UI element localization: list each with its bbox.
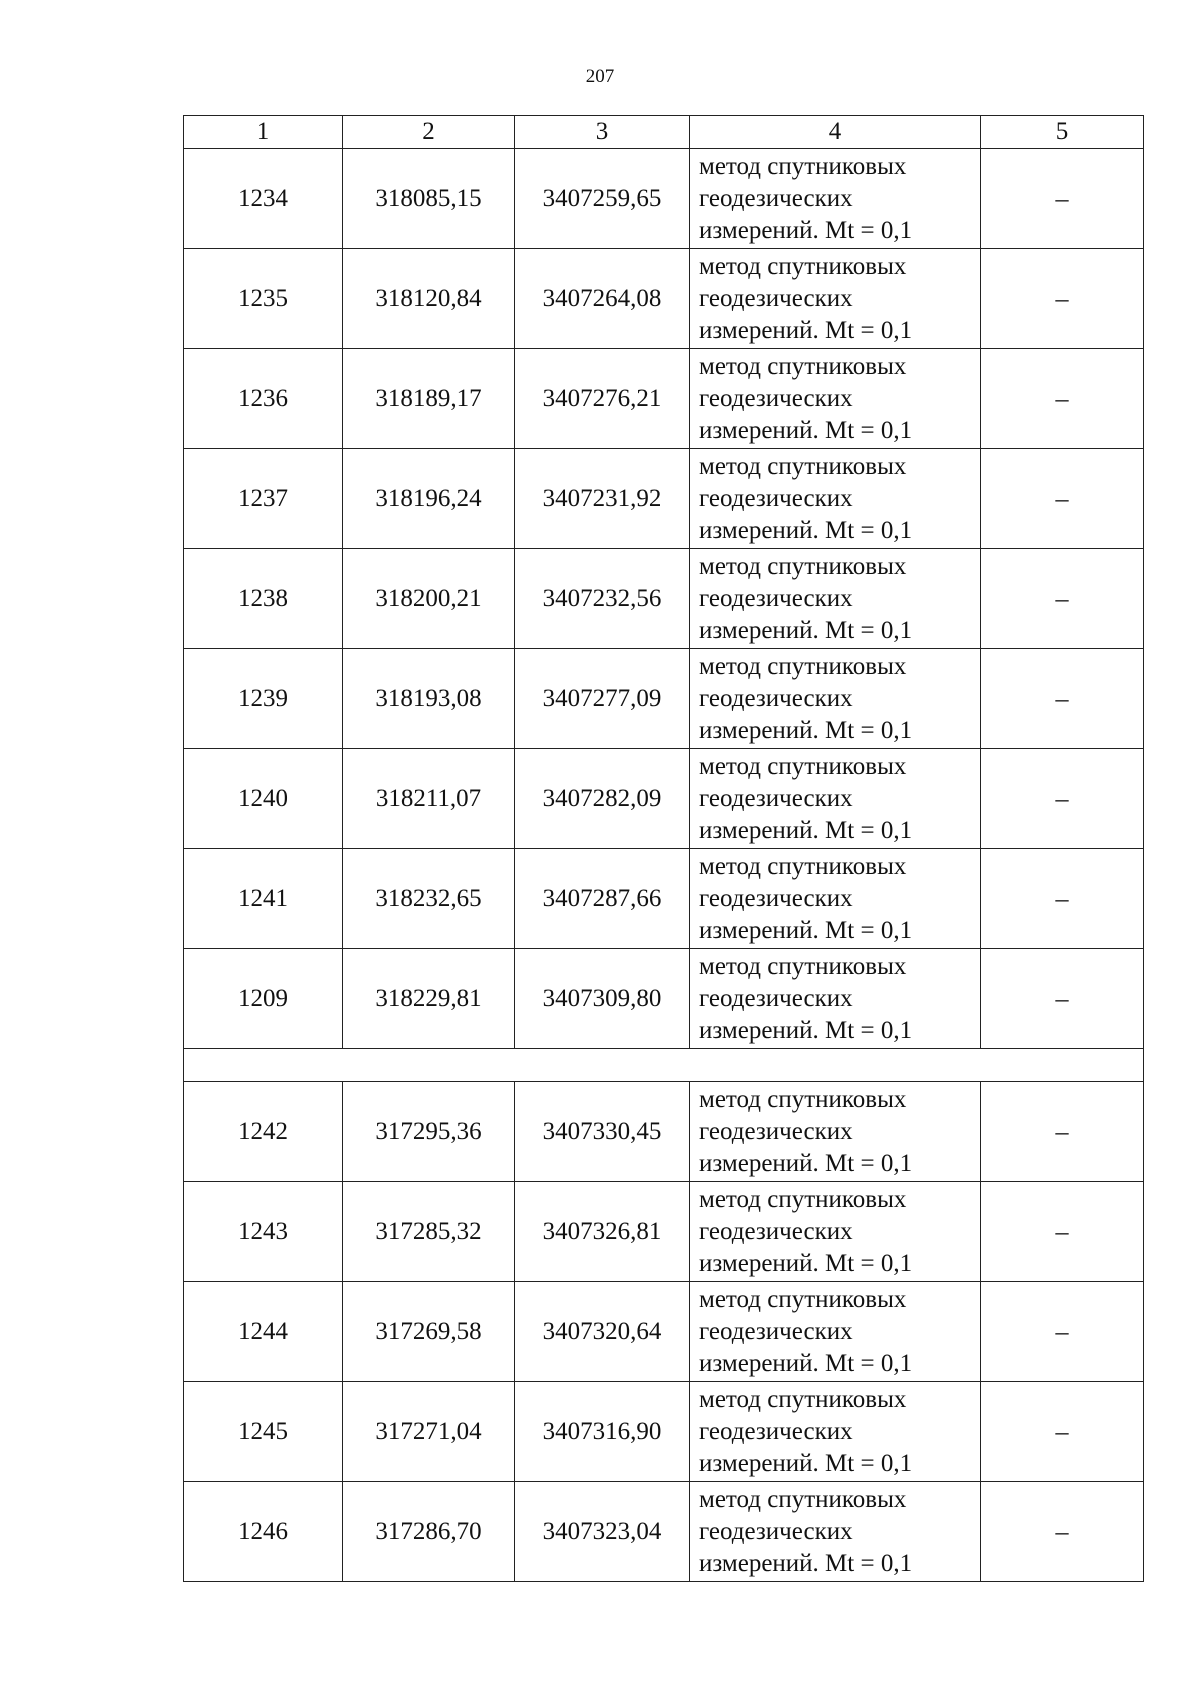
method-text-line: геодезических (699, 384, 853, 412)
x-coordinate-cell: 318085,15 (343, 149, 515, 249)
method-text-line: метод спутниковых (699, 852, 907, 880)
point-number-cell: 1246 (184, 1482, 343, 1582)
method-text-line: геодезических (699, 1317, 853, 1345)
method-cell (690, 549, 981, 649)
dash-cell: – (981, 1282, 1144, 1382)
method-text-line: метод спутниковых (699, 452, 907, 480)
table-row (184, 349, 1144, 449)
y-coordinate-cell: 3407330,45 (515, 1082, 690, 1182)
method-text-line: геодезических (699, 184, 853, 212)
y-coordinate-cell: 3407326,81 (515, 1182, 690, 1282)
method-cell (690, 849, 981, 949)
dash-cell: – (981, 249, 1144, 349)
dash-cell: – (981, 1482, 1144, 1582)
point-number-cell: 1245 (184, 1382, 343, 1482)
method-text-line: измерений. Mt = 0,1 (699, 1016, 913, 1044)
table-row (184, 1082, 1144, 1182)
dash-cell: – (981, 1182, 1144, 1282)
method-text-line: геодезических (699, 1417, 853, 1445)
x-coordinate-cell: 318200,21 (343, 549, 515, 649)
method-text-line: метод спутниковых (699, 352, 907, 380)
x-coordinate-cell: 317285,32 (343, 1182, 515, 1282)
method-cell (690, 249, 981, 349)
table-row (184, 149, 1144, 249)
method-cell (690, 1482, 981, 1582)
column-header: 1 (184, 116, 343, 149)
point-number-cell: 1240 (184, 749, 343, 849)
x-coordinate-cell: 318211,07 (343, 749, 515, 849)
point-number-cell: 1241 (184, 849, 343, 949)
table-row (184, 1482, 1144, 1582)
method-text-line: метод спутниковых (699, 652, 907, 680)
method-text-line: метод спутниковых (699, 1085, 907, 1113)
x-coordinate-cell: 317286,70 (343, 1482, 515, 1582)
y-coordinate-cell: 3407287,66 (515, 849, 690, 949)
method-text-line: измерений. Mt = 0,1 (699, 516, 913, 544)
method-text-line: метод спутниковых (699, 752, 907, 780)
separator-cell (184, 1049, 1144, 1082)
y-coordinate-cell: 3407282,09 (515, 749, 690, 849)
method-cell (690, 449, 981, 549)
point-number-cell: 1244 (184, 1282, 343, 1382)
dash-cell: – (981, 1382, 1144, 1482)
point-number-cell: 1235 (184, 249, 343, 349)
x-coordinate-cell: 318196,24 (343, 449, 515, 549)
method-text-line: метод спутниковых (699, 1185, 907, 1213)
method-text-line: метод спутниковых (699, 1385, 907, 1413)
method-text-line: измерений. Mt = 0,1 (699, 916, 913, 944)
method-text-line: измерений. Mt = 0,1 (699, 1449, 913, 1477)
method-text-line: геодезических (699, 1217, 853, 1245)
y-coordinate-cell: 3407264,08 (515, 249, 690, 349)
column-header: 5 (981, 116, 1144, 149)
method-text-line: измерений. Mt = 0,1 (699, 416, 913, 444)
x-coordinate-cell: 318232,65 (343, 849, 515, 949)
method-text-line: геодезических (699, 684, 853, 712)
table-row (184, 649, 1144, 749)
method-cell (690, 1082, 981, 1182)
coordinates-table (183, 115, 1144, 1582)
y-coordinate-cell: 3407259,65 (515, 149, 690, 249)
method-text-line: метод спутниковых (699, 1285, 907, 1313)
method-text-line: метод спутниковых (699, 152, 907, 180)
dash-cell: – (981, 549, 1144, 649)
table-row (184, 849, 1144, 949)
method-text-line: измерений. Mt = 0,1 (699, 1349, 913, 1377)
method-text-line: геодезических (699, 284, 853, 312)
method-text-line: измерений. Mt = 0,1 (699, 1149, 913, 1177)
dash-cell: – (981, 949, 1144, 1049)
x-coordinate-cell: 318120,84 (343, 249, 515, 349)
point-number-cell: 1234 (184, 149, 343, 249)
x-coordinate-cell: 317271,04 (343, 1382, 515, 1482)
method-text-line: измерений. Mt = 0,1 (699, 616, 913, 644)
table-header-row (184, 116, 1144, 149)
method-text-line: метод спутниковых (699, 1485, 907, 1513)
point-number-cell: 1236 (184, 349, 343, 449)
table-row (184, 749, 1144, 849)
dash-cell: – (981, 1082, 1144, 1182)
method-text-line: геодезических (699, 584, 853, 612)
method-text-line: геодезических (699, 784, 853, 812)
method-cell (690, 149, 981, 249)
table-row (184, 1282, 1144, 1382)
dash-cell: – (981, 749, 1144, 849)
table-row (184, 449, 1144, 549)
method-text-line: измерений. Mt = 0,1 (699, 316, 913, 344)
x-coordinate-cell: 317269,58 (343, 1282, 515, 1382)
x-coordinate-cell: 318193,08 (343, 649, 515, 749)
separator-row (184, 1049, 1144, 1082)
table-body (184, 149, 1144, 1582)
column-header: 2 (343, 116, 515, 149)
table-row (184, 1382, 1144, 1482)
point-number-cell: 1238 (184, 549, 343, 649)
method-cell (690, 1382, 981, 1482)
method-text-line: геодезических (699, 1117, 853, 1145)
method-text-line: измерений. Mt = 0,1 (699, 716, 913, 744)
table-row (184, 1182, 1144, 1282)
method-cell (690, 649, 981, 749)
x-coordinate-cell: 318229,81 (343, 949, 515, 1049)
column-header: 3 (515, 116, 690, 149)
column-header: 4 (690, 116, 981, 149)
method-text-line: измерений. Mt = 0,1 (699, 216, 913, 244)
dash-cell: – (981, 849, 1144, 949)
y-coordinate-cell: 3407231,92 (515, 449, 690, 549)
dash-cell: – (981, 649, 1144, 749)
point-number-cell: 1243 (184, 1182, 343, 1282)
method-cell (690, 749, 981, 849)
y-coordinate-cell: 3407232,56 (515, 549, 690, 649)
y-coordinate-cell: 3407323,04 (515, 1482, 690, 1582)
y-coordinate-cell: 3407316,90 (515, 1382, 690, 1482)
method-text-line: измерений. Mt = 0,1 (699, 1249, 913, 1277)
x-coordinate-cell: 317295,36 (343, 1082, 515, 1182)
method-cell (690, 1282, 981, 1382)
method-text-line: метод спутниковых (699, 552, 907, 580)
dash-cell: – (981, 149, 1144, 249)
y-coordinate-cell: 3407320,64 (515, 1282, 690, 1382)
method-text-line: геодезических (699, 484, 853, 512)
y-coordinate-cell: 3407276,21 (515, 349, 690, 449)
method-text-line: измерений. Mt = 0,1 (699, 1549, 913, 1577)
method-text-line: геодезических (699, 1517, 853, 1545)
dash-cell: – (981, 349, 1144, 449)
method-cell (690, 349, 981, 449)
table-row (184, 549, 1144, 649)
method-cell (690, 949, 981, 1049)
page-number: 207 (585, 66, 615, 87)
table-row (184, 249, 1144, 349)
method-text-line: геодезических (699, 884, 853, 912)
point-number-cell: 1237 (184, 449, 343, 549)
method-cell (690, 1182, 981, 1282)
x-coordinate-cell: 318189,17 (343, 349, 515, 449)
table-row (184, 949, 1144, 1049)
point-number-cell: 1209 (184, 949, 343, 1049)
y-coordinate-cell: 3407277,09 (515, 649, 690, 749)
method-text-line: измерений. Mt = 0,1 (699, 816, 913, 844)
point-number-cell: 1239 (184, 649, 343, 749)
y-coordinate-cell: 3407309,80 (515, 949, 690, 1049)
method-text-line: метод спутниковых (699, 952, 907, 980)
method-text-line: геодезических (699, 984, 853, 1012)
point-number-cell: 1242 (184, 1082, 343, 1182)
method-text-line: метод спутниковых (699, 252, 907, 280)
dash-cell: – (981, 449, 1144, 549)
